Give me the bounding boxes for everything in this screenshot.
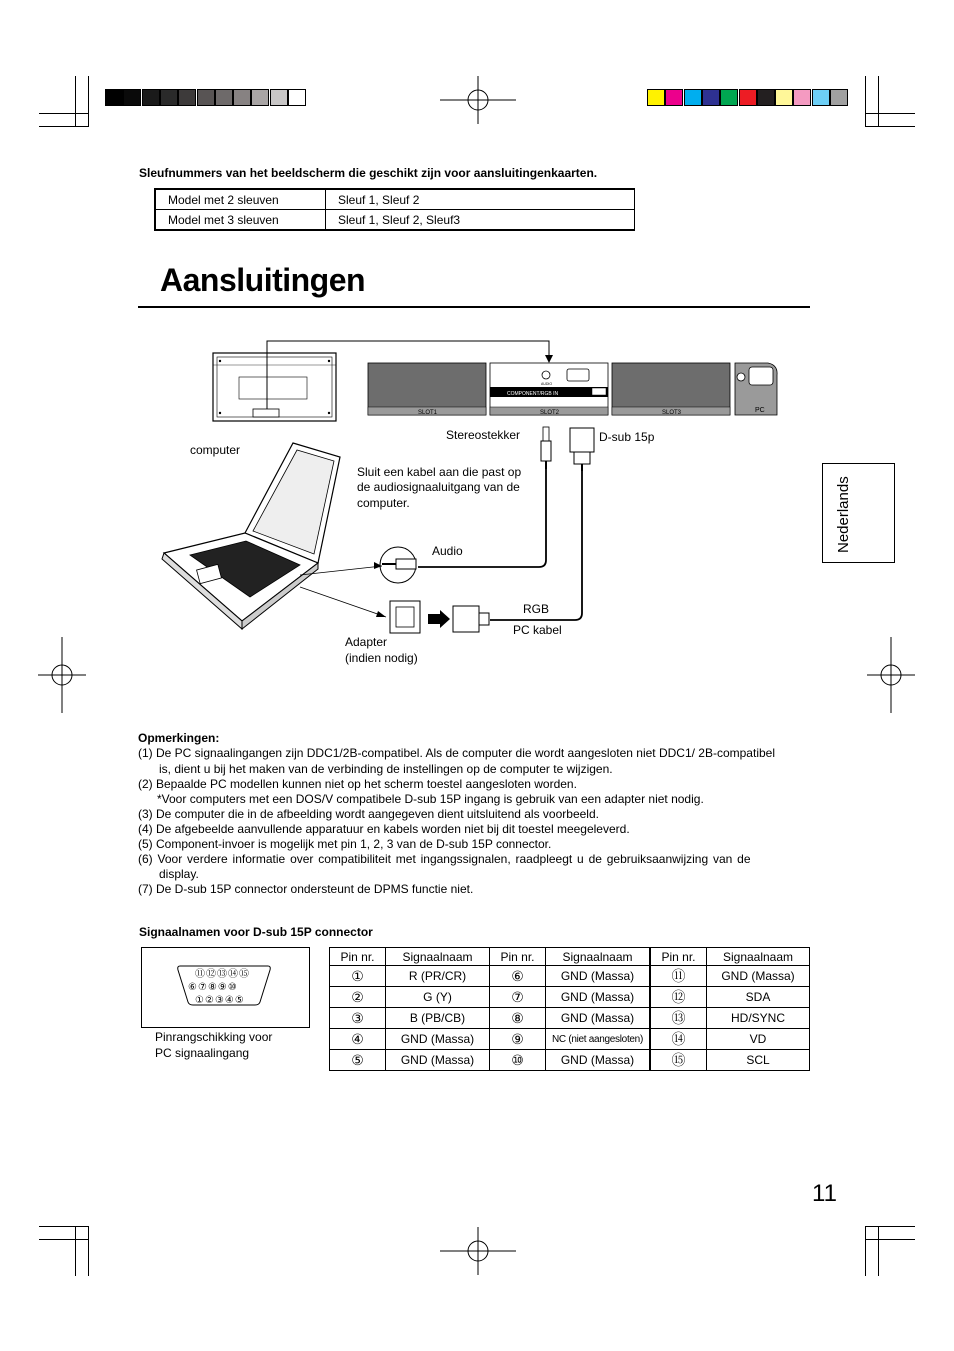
table-cell: Sleuf 1, Sleuf 2 (326, 189, 635, 210)
display-rear-illustration (213, 353, 336, 421)
signal-name-cell: G (Y) (386, 987, 490, 1008)
pin-label: ⑩ (227, 982, 238, 993)
gray-swatch (105, 89, 123, 106)
table-row (330, 1008, 810, 1029)
adapter-icon (390, 601, 450, 633)
crop-mark (88, 76, 89, 126)
pin-label: ⑨ (217, 982, 228, 993)
pin-caption-line2: PC signaalingang (155, 1046, 250, 1060)
gray-swatch (270, 89, 288, 106)
pin-label: ⑬ (217, 969, 228, 980)
note-line: (1) De PC signaalingangen zijn DDC1/2B-compatibel. Als de computer die wordt aangesloten niet DDC1/ 2B-compatibel (138, 746, 775, 760)
pin-label: ⑮ (239, 969, 250, 980)
pin-label: ⑤ (234, 995, 245, 1006)
crop-mark (75, 76, 76, 126)
color-swatch (757, 89, 775, 106)
signal-name-cell: B (PB/CB) (386, 1008, 490, 1029)
table-cell: Model met 3 sleuven (155, 210, 326, 231)
slot1-label: SLOT1 (418, 410, 438, 416)
signal-name-cell: GND (Massa) (546, 1008, 651, 1029)
pin-label: ⑥ (188, 982, 198, 993)
dsub-label: D-sub 15p (599, 430, 655, 444)
crop-mark (865, 113, 915, 114)
stereostekker-label: Stereostekker (446, 428, 521, 442)
slot2-label: SLOT2 (540, 410, 560, 416)
table-cell: Model met 2 sleuven (155, 189, 326, 210)
pin-row-bottom (195, 993, 245, 1008)
table-cell: Sleuf 1, Sleuf 2, Sleuf3 (326, 210, 635, 231)
note-line: (2) Bepaalde PC modellen kunnen niet op het scherm toestel aangesloten worden. (138, 777, 577, 791)
signal-name-cell: GND (Massa) (546, 987, 651, 1008)
audio-instruction-line3: computer. (357, 496, 410, 510)
gray-swatch (288, 89, 306, 106)
laptop-illustration (162, 443, 340, 629)
crop-mark (39, 113, 89, 114)
pc-cable-connector-icon (453, 606, 489, 632)
table-header-row (330, 948, 810, 966)
crop-mark (865, 1239, 915, 1240)
slot-heading: Sleufnummers van het beeldscherm die geschikt zijn voor aansluitingenkaarten. (139, 166, 598, 180)
crop-mark (39, 1239, 89, 1240)
note-line: (6) Voor verdere informatie over compatibiliteit met ingangssignalen, raadpleegt u de gebruiksaanwijzing van de (138, 852, 751, 866)
table-row (330, 1029, 810, 1050)
adapter-note-label: (indien nodig) (345, 651, 418, 665)
language-tab (822, 463, 895, 563)
pin-number-cell: ⑤ (330, 1050, 386, 1071)
gray-swatch (178, 89, 196, 106)
adapter-label: Adapter (345, 635, 388, 649)
crop-mark (878, 1226, 879, 1276)
pin-number-cell: ③ (330, 1008, 386, 1029)
rgb-label: RGB (523, 602, 550, 616)
slot-table (154, 188, 635, 231)
color-swatch (665, 89, 683, 106)
signal-name-cell: GND (Massa) (386, 1029, 490, 1050)
signal-name-cell: GND (Massa) (546, 1050, 651, 1071)
color-swatch (647, 89, 665, 106)
crop-mark (865, 126, 915, 127)
note-line: (3) De computer die in de afbeelding wordt aangegeven dient uitsluitend als voorbeeld. (138, 807, 599, 821)
pin-caption-line1: Pinrangschikking voor (155, 1030, 273, 1044)
dsub-port-icon (567, 369, 589, 381)
language-tab-label: Nederlands (835, 476, 852, 553)
audio-instruction-line2: de audiosignaaluitgang van de (357, 480, 520, 494)
crop-mark (39, 1226, 89, 1227)
color-swatch (739, 89, 757, 106)
title-rule (138, 306, 810, 308)
registration-target-bottom (440, 1227, 516, 1275)
pin-label: ② (204, 995, 215, 1006)
pin-number-cell: ⑬ (650, 1008, 707, 1029)
gray-swatch (142, 89, 160, 106)
gray-swatch (197, 89, 215, 106)
crop-mark (39, 126, 89, 127)
note-line: (5) Component-invoer is mogelijk met pin 1, 2, 3 van de D-sub 15P connector. (138, 837, 552, 851)
connection-diagram (150, 335, 790, 675)
color-swatch (830, 89, 848, 106)
pc-kabel-label: PC kabel (513, 623, 562, 637)
signal-name-cell: SCL (707, 1050, 810, 1071)
pin-label: ⑦ (197, 982, 208, 993)
crop-mark (865, 76, 866, 126)
signal-name-table (329, 947, 810, 1071)
pin-label: ④ (224, 995, 235, 1006)
table-row (155, 189, 635, 210)
crop-mark (865, 1226, 866, 1276)
column-header: Signaalnaam (386, 948, 490, 966)
crop-mark (88, 1226, 89, 1276)
signal-name-cell: HD/SYNC (707, 1008, 810, 1029)
audio-label: Audio (432, 544, 463, 558)
crop-mark (865, 1226, 915, 1227)
table-row (330, 987, 810, 1008)
slot3-label: SLOT3 (662, 410, 682, 416)
pin-number-cell: ⑧ (490, 1008, 546, 1029)
column-header: Signaalnaam (707, 948, 810, 966)
audio-port-label: AUDIO (541, 382, 553, 386)
component-label: COMPONENT/RGB IN (507, 391, 559, 397)
gray-swatch (215, 89, 233, 106)
gray-swatch (160, 89, 178, 106)
color-swatch (793, 89, 811, 106)
pin-number-cell: ② (330, 987, 386, 1008)
pin-number-cell: ⑦ (490, 987, 546, 1008)
registration-target-top (440, 76, 516, 124)
pin-number-cell: ⑥ (490, 966, 546, 987)
computer-label: computer (190, 443, 241, 457)
note-line: display. (159, 867, 199, 881)
gray-swatch (233, 89, 251, 106)
signal-name-cell: GND (Massa) (546, 966, 651, 987)
table-row (330, 1050, 810, 1071)
pin-number-cell: ⑭ (650, 1029, 707, 1050)
registration-target-left (38, 637, 86, 713)
pin-label: ③ (214, 995, 225, 1006)
signal-name-cell: NC (niet aangesloten) (546, 1029, 651, 1050)
note-line: (4) De afgebeelde aanvullende apparatuur en kabels worden niet bij dit toestel meegeleverd. (138, 822, 630, 836)
note-line: *Voor computers met een DOS/V compatibele D-sub 15P ingang is gebruik van een adapter niet nodig. (157, 792, 704, 806)
signal-name-cell: GND (Massa) (386, 1050, 490, 1071)
signal-heading: Signaalnamen voor D-sub 15P connector (139, 925, 373, 939)
column-header: Pin nr. (330, 948, 386, 966)
table-row (155, 210, 635, 231)
color-swatch (775, 89, 793, 106)
pin-label: ① (195, 995, 205, 1006)
notes-heading: Opmerkingen: (138, 731, 220, 745)
color-swatch (684, 89, 702, 106)
pin-label: ⑫ (206, 969, 217, 980)
pin-number-cell: ⑪ (650, 966, 707, 987)
pin-number-cell: ⑩ (490, 1050, 546, 1071)
column-header: Pin nr. (650, 948, 707, 966)
pin-number-cell: ⑫ (650, 987, 707, 1008)
note-line: is, dient u bij het maken van de verbinding de instellingen op de computer te wijzigen. (159, 762, 613, 776)
stereo-plug-icon (541, 427, 551, 469)
pin-label: ⑧ (207, 982, 218, 993)
page-number: 11 (812, 1180, 837, 1207)
pin-label: ⑭ (228, 969, 239, 980)
signal-name-cell: SDA (707, 987, 810, 1008)
pin-number-cell: ① (330, 966, 386, 987)
dsub-plug-icon (570, 428, 594, 471)
color-swatch (702, 89, 720, 106)
crop-mark (878, 76, 879, 126)
page-title: Aansluitingen (160, 262, 366, 298)
column-header: Signaalnaam (546, 948, 651, 966)
audio-instruction-line1: Sluit een kabel aan die past op (357, 465, 522, 479)
pin-number-cell: ④ (330, 1029, 386, 1050)
registration-target-right (867, 637, 915, 713)
signal-name-cell: R (PR/CR) (386, 966, 490, 987)
note-line: (7) De D-sub 15P connector ondersteunt de DPMS functie niet. (138, 882, 474, 896)
pc-port-label: PC (755, 407, 765, 414)
color-swatch (720, 89, 738, 106)
color-swatch (812, 89, 830, 106)
gray-swatch (251, 89, 269, 106)
gray-swatch (123, 89, 141, 106)
table-row (330, 966, 810, 987)
crop-mark (75, 1226, 76, 1276)
pin-number-cell: ⑨ (490, 1029, 546, 1050)
pin-label: ⑪ (195, 969, 206, 980)
pin-number-cell: ⑮ (650, 1050, 707, 1071)
column-header: Pin nr. (490, 948, 546, 966)
signal-name-cell: GND (Massa) (707, 966, 810, 987)
signal-name-cell: VD (707, 1029, 810, 1050)
